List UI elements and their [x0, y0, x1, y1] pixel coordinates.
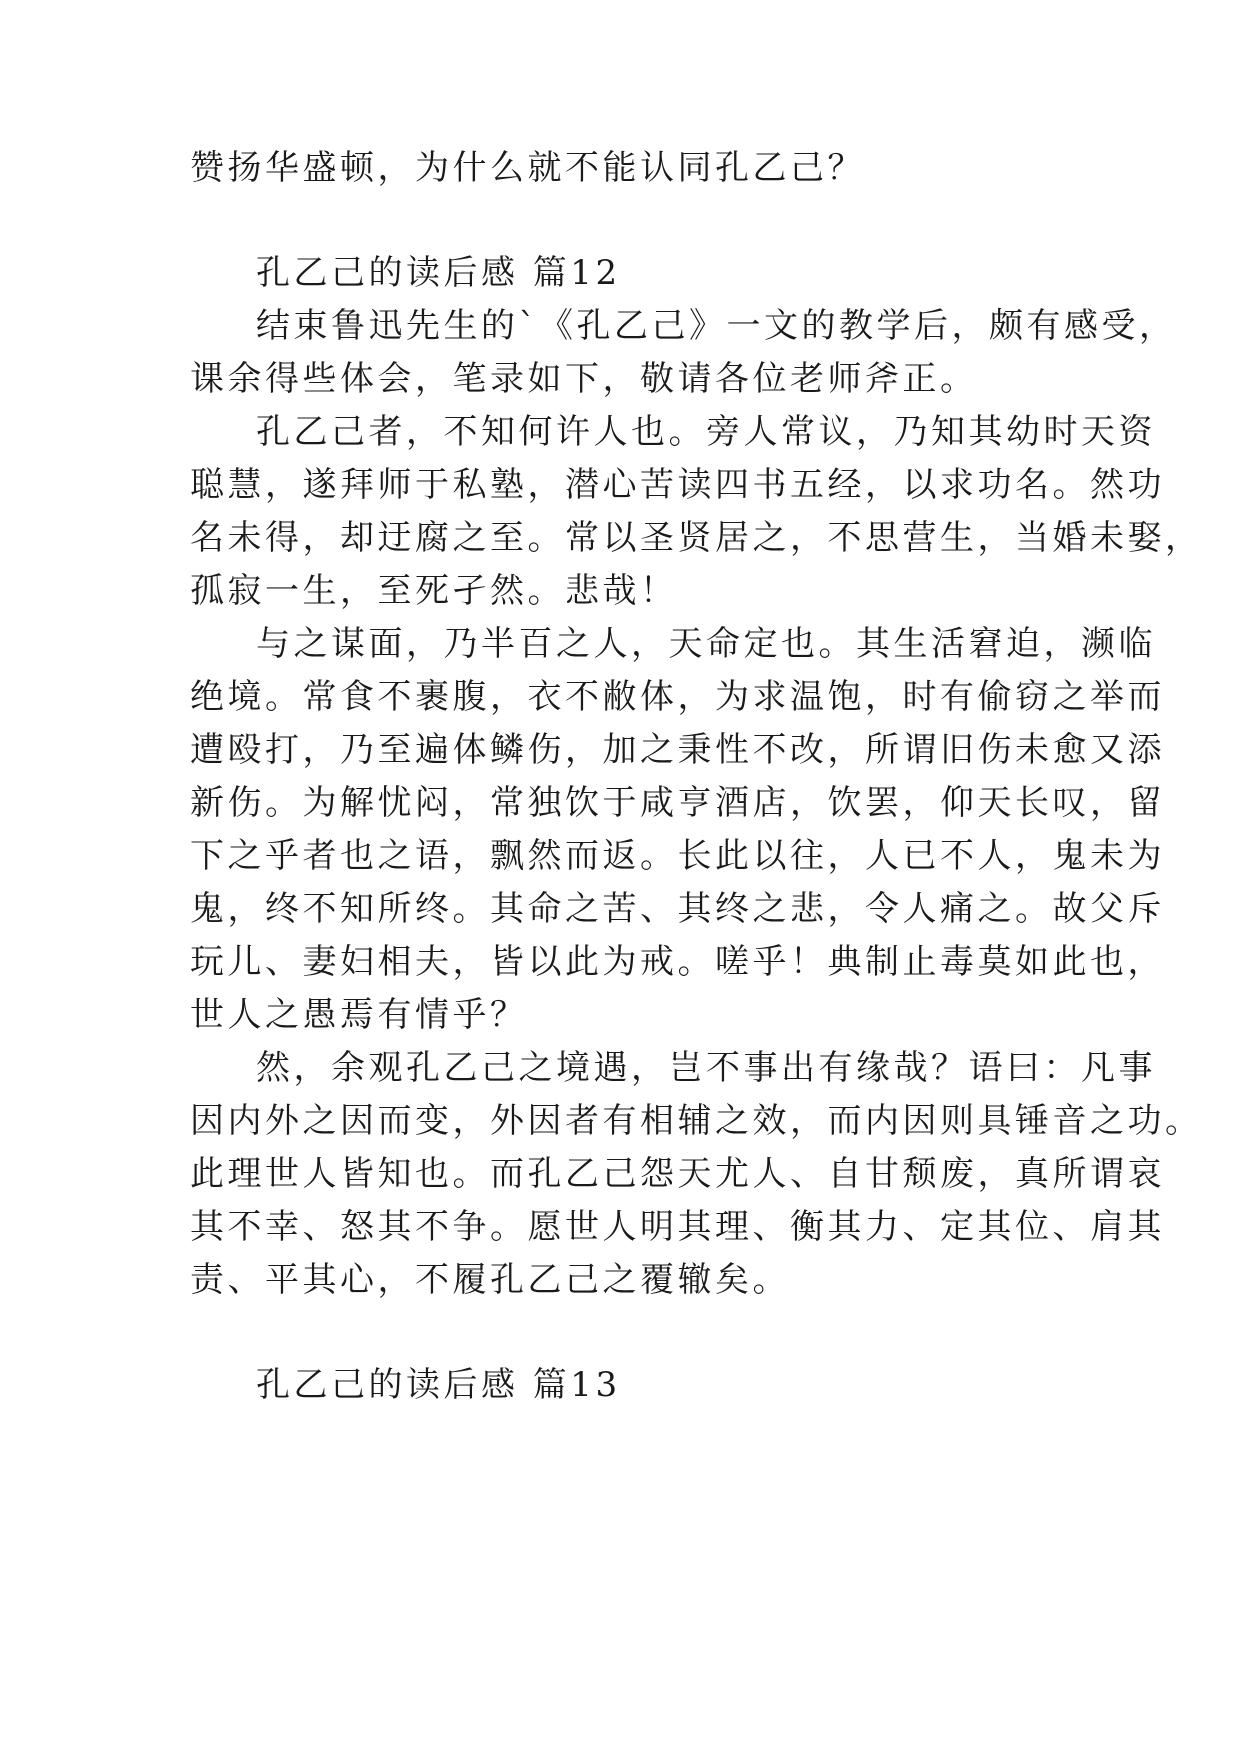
paragraph-line: 绝境。常食不裹腹，衣不敝体，为求温饱，时有偷窃之举而: [190, 677, 1165, 717]
paragraph-line: 孤寂一生，至死孑然。悲哉！: [190, 571, 678, 611]
paragraph-line: 然，余观孔乙己之境遇，岂不事出有缘哉？语曰：凡事: [256, 1048, 1156, 1088]
paragraph-line: 鬼，终不知所终。其命之苦、其终之悲，令人痛之。故父斥: [190, 889, 1165, 929]
paragraph-line: 聪慧，遂拜师于私塾，潜心苦读四书五经，以求功名。然功: [190, 465, 1165, 505]
paragraph-line: 赞扬华盛顿，为什么就不能认同孔乙己？: [190, 148, 865, 188]
paragraph-line: 新伤。为解忧闷，常独饮于咸亨酒店，饮罢，仰天长叹，留: [190, 783, 1165, 823]
paragraph-line: 玩儿、妻妇相夫，皆以此为戒。嗟乎！典制止毒莫如此也，: [190, 942, 1165, 982]
paragraph-line: 此理世人皆知也。而孔乙己怨天尤人、自甘颓废，真所谓哀: [190, 1154, 1165, 1194]
paragraph-line: 名未得，却迂腐之至。常以圣贤居之，不思营生，当婚未娶，: [190, 518, 1203, 558]
paragraph-line: 世人之愚焉有情乎？: [190, 995, 528, 1035]
paragraph-line: 下之乎者也之语，飘然而返。长此以往，人已不人，鬼未为: [190, 836, 1165, 876]
paragraph-line: 责、平其心，不履孔乙己之覆辙矣。: [190, 1260, 790, 1300]
section-heading: 孔乙己的读后感 篇13: [256, 1365, 621, 1405]
paragraph-line: 孔乙己者，不知何许人也。旁人常议，乃知其幼时天资: [256, 412, 1156, 452]
paragraph-line: 结束鲁迅先生的`《孔乙己》一文的教学后，颇有感受，: [256, 306, 1177, 346]
paragraph-line: 其不幸、怒其不争。愿世人明其理、衡其力、定其位、肩其: [190, 1207, 1165, 1247]
paragraph-line: 与之谋面，乃半百之人，天命定也。其生活窘迫，濒临: [256, 624, 1156, 664]
section-heading: 孔乙己的读后感 篇12: [256, 253, 621, 293]
paragraph-line: 因内外之因而变，外因者有相辅之效，而内因则具锤音之功。: [190, 1101, 1203, 1141]
paragraph-line: 遭殴打，乃至遍体鳞伤，加之秉性不改，所谓旧伤未愈又添: [190, 730, 1165, 770]
paragraph-line: 课余得些体会，笔录如下，敬请各位老师斧正。: [190, 359, 978, 399]
